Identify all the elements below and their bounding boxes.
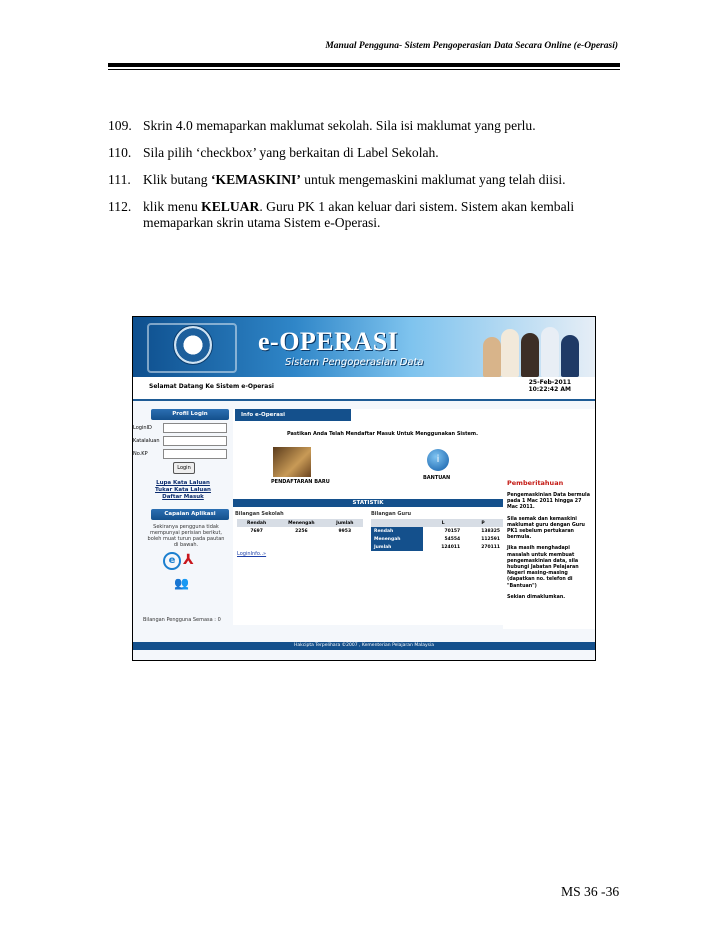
table-header: L <box>423 519 463 527</box>
step-number: 109. <box>108 118 132 133</box>
header-rule-thin <box>108 69 620 70</box>
info-panel <box>233 409 503 625</box>
step-text: Skrin 4.0 memaparkan maklumat sekolah. Sila isi maklumat yang perlu. <box>143 118 536 133</box>
login-button[interactable]: Login <box>173 462 195 474</box>
table-cell: 270111 <box>481 544 500 550</box>
time-text: 10:22:42 AM <box>528 386 571 393</box>
date-text: 25-Feb-2011 <box>528 379 571 386</box>
copyright-footer: Hakcipta Terpelihara ©2007 , Kementerian Pelajaran Malaysia <box>133 642 595 650</box>
eoperasi-banner <box>133 317 595 377</box>
people-photo <box>479 323 587 377</box>
step-number: 110. <box>108 145 132 160</box>
row-label: Jumlah <box>371 543 423 551</box>
table-header-row <box>237 519 363 527</box>
welcome-text: Selamat Datang Ke Sistem e-Operasi <box>149 383 274 390</box>
table-cell: 54554 <box>444 536 461 542</box>
welcome-bar <box>133 377 595 401</box>
notice-paragraph: Jika masih menghadapi masalah untuk membuat pengemaskinian data, sila hubungi Jabatan Pelajaran Negeri masing-masing (dapatkan no. telefon di "Bantuan") <box>507 546 579 589</box>
table-header: Rendah <box>237 519 276 527</box>
document-header: Manual Pengguna- Sistem Pengoperasian Data Secara Online (e-Operasi) <box>325 41 618 51</box>
step-text-bold: ‘KEMASKINI’ <box>210 172 301 187</box>
table-header: Jumlah <box>327 519 363 527</box>
table-cell: 112591 <box>481 536 500 542</box>
guru-title: Bilangan Guru <box>371 511 412 517</box>
steps-list <box>108 118 628 242</box>
table-row <box>237 527 363 535</box>
notice-paragraph: Sekian dimaklumkan. <box>507 594 566 600</box>
field-label: No.KP <box>133 450 148 457</box>
step-number: 112. <box>108 199 132 214</box>
apps-title: Capaian Aplikasi <box>151 509 229 520</box>
table-cell: 9953 <box>338 528 352 534</box>
step-item <box>108 172 628 188</box>
datetime <box>528 379 571 393</box>
ministry-logo-icon <box>173 325 213 365</box>
user-counter: Bilangan Pengguna Semasa : 0 <box>143 617 221 623</box>
table-cell: 124011 <box>441 544 461 550</box>
person-figure <box>541 327 559 377</box>
register-notice: Pastikan Anda Telah Mendaftar Masuk Untuk Menggunakan Sistem. <box>287 431 479 437</box>
step-text-pre: Klik butang <box>143 172 211 187</box>
account-links <box>133 480 233 501</box>
password-input[interactable] <box>163 436 227 446</box>
table-header: P <box>463 519 503 527</box>
table-row <box>371 543 503 551</box>
notice-paragraph: Pengemaskinian Data bermula pada 1 Mac 2011 hingga 27 Mac 2011. <box>507 493 590 511</box>
loginid-field <box>133 422 233 433</box>
pdf-reader-icon[interactable]: ⅄ <box>183 552 194 568</box>
notice-paragraph: Sila semak dan kemaskini maklumat guru dengan Guru PK1 sebelum pertukaran bermula. <box>507 516 585 541</box>
table-header <box>371 519 423 527</box>
table-row <box>371 527 503 535</box>
guru-table <box>371 519 503 551</box>
table-cell: 2256 <box>295 528 308 534</box>
row-label: Rendah <box>371 527 423 535</box>
notice-panel <box>503 409 595 629</box>
field-label: Katalaluan <box>133 437 160 444</box>
change-password-link[interactable]: Tukar Kata Laluan <box>155 487 211 493</box>
app-icons <box>133 552 233 590</box>
table-header: Menengah <box>276 519 326 527</box>
field-label: LoginID <box>133 424 152 431</box>
bantuan-label[interactable]: BANTUAN <box>423 475 451 481</box>
apps-note: Sekiranya pengguna tidak mempunyai perisian berikut, boleh muat turun pada pautan di bawah. <box>147 524 225 548</box>
step-text-pre: klik menu <box>143 199 202 214</box>
step-number: 111. <box>108 172 131 187</box>
person-figure <box>561 335 579 377</box>
pendaftaran-baru-label[interactable]: PENDAFTARAN BARU <box>271 479 330 485</box>
table-header-row <box>371 519 503 527</box>
ic-field <box>133 448 233 459</box>
table-cell: 138325 <box>481 528 500 534</box>
step-text <box>143 199 628 231</box>
profile-login-title: Profil Login <box>151 409 229 420</box>
register-link[interactable]: Daftar Masuk <box>162 494 204 500</box>
statistik-bar: STATISTIK <box>233 499 503 507</box>
brand-title: e-OPERASI <box>258 327 399 356</box>
left-panel <box>133 409 233 629</box>
table-row <box>371 535 503 543</box>
forgot-password-link[interactable]: Lupa Kata Laluan <box>156 480 210 486</box>
sekolah-table <box>237 519 363 535</box>
logininfo-link[interactable]: LoginInfo..» <box>237 551 267 557</box>
row-label: Menengah <box>371 535 423 543</box>
ic-input[interactable] <box>163 449 227 459</box>
pemberitahuan-body <box>507 493 593 606</box>
step-item <box>108 118 628 134</box>
internet-explorer-icon[interactable]: e <box>163 552 181 570</box>
sekolah-title: Bilangan Sekolah <box>235 511 284 517</box>
step-text: Sila pilih ‘checkbox’ yang berkaitan di Label Sekolah. <box>143 145 439 160</box>
step-item <box>108 199 628 231</box>
eoperasi-screenshot <box>132 316 596 661</box>
brand-subtitle: Sistem Pengoperasian Data <box>285 357 424 368</box>
help-icon[interactable]: i <box>427 449 449 471</box>
table-cell: 7697 <box>250 528 263 534</box>
step-text-post: . Guru PK 1 akan keluar dari sistem. Sistem akan kembali memaparkan skrin utama Sistem e-Operasi. <box>143 199 575 230</box>
info-title: Info e-Operasi <box>235 409 351 421</box>
step-text-bold: KELUAR <box>201 199 260 214</box>
person-figure <box>521 333 539 377</box>
pendaftaran-baru-image[interactable] <box>273 447 311 477</box>
header-rule-thick <box>108 63 620 67</box>
password-field <box>133 435 233 446</box>
users-icon: 👥 <box>174 576 189 590</box>
step-text <box>143 172 628 188</box>
person-figure <box>483 337 501 377</box>
step-text-post: untuk mengemaskini maklumat yang telah diisi. <box>300 172 566 187</box>
loginid-input[interactable] <box>163 423 227 433</box>
step-item <box>108 145 628 161</box>
table-cell: 70157 <box>444 528 461 534</box>
pemberitahuan-title: Pemberitahuan <box>507 479 564 487</box>
person-figure <box>501 329 519 377</box>
page-number: MS 36 -36 <box>561 884 620 899</box>
